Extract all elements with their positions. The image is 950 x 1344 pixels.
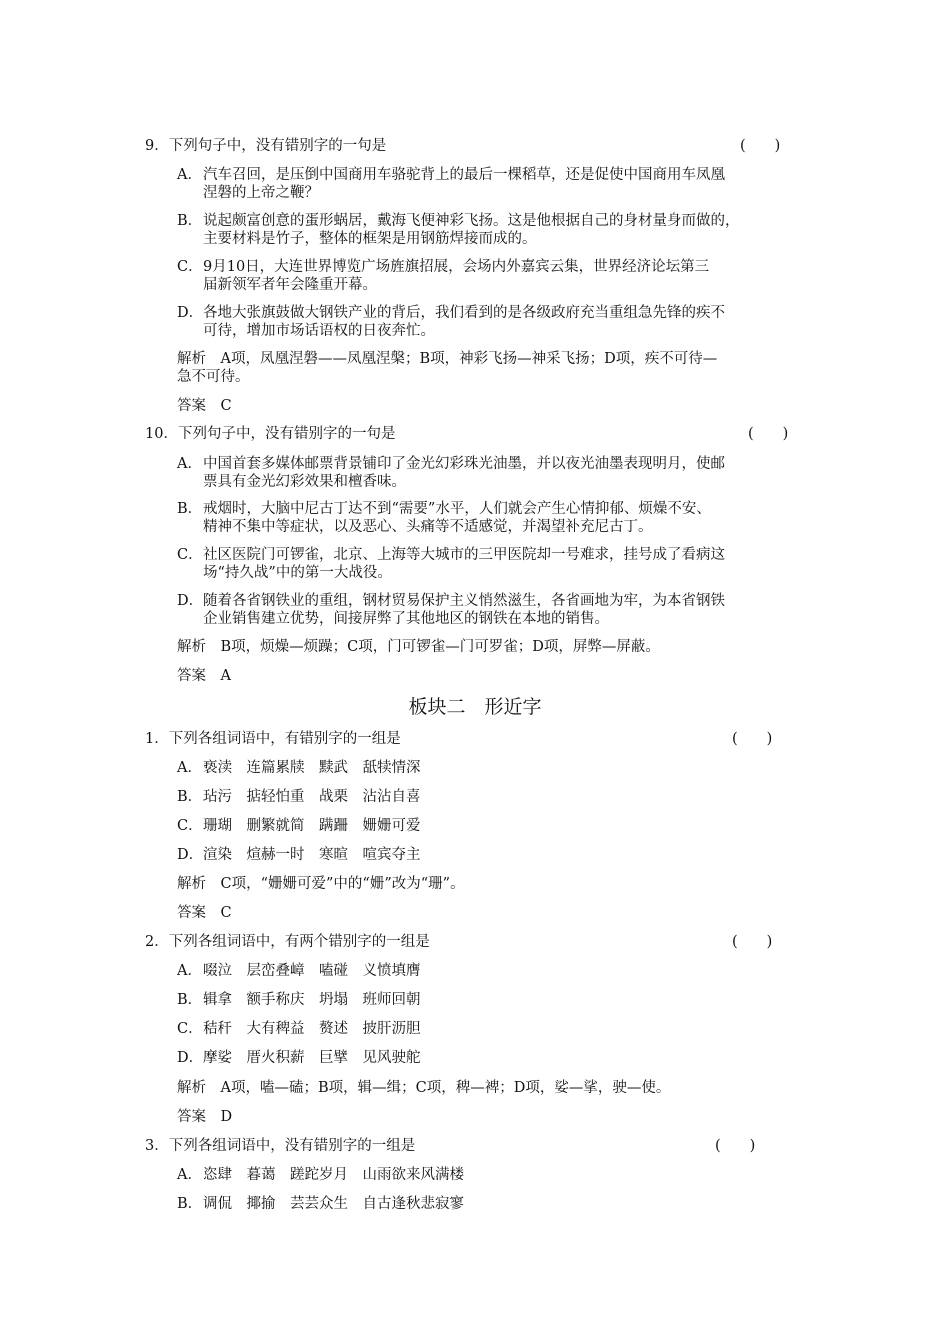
question-1-option-a: A．亵渎 连篇累牍 黩武 舐犊情深 (177, 760, 421, 776)
question-10-option-a: A．中国首套多媒体邮票背景铺印了金光幻彩珠光油墨，并以夜光油墨表现明月，使邮 票具有金光幻彩效果和檀香味。 (177, 456, 725, 490)
question-1-answer-blank: ( ) (732, 731, 773, 747)
question-1-option-b: B．玷污 掂轻怕重 战栗 沾沾自喜 (177, 789, 421, 805)
question-1-option-c: C．珊瑚 删繁就简 蹒跚 姗姗可爱 (177, 818, 421, 834)
question-1-stem: 1．下列各组词语中，有错别字的一组是 (145, 731, 401, 747)
question-10-answer: 答案 A (177, 668, 231, 684)
question-10-stem: 10．下列句子中，没有错别字的一句是 (145, 426, 396, 442)
question-10-answer-blank: ( ) (748, 426, 789, 442)
section-title: 板块二 形近字 (408, 696, 542, 718)
question-1-option-d: D．渲染 煊赫一时 寒暄 喧宾夺主 (177, 847, 421, 863)
question-10-option-b: B．戒烟时，大脑中尼古丁达不到“需要”水平，人们就会产生心情抑郁、烦燥不安、 精神不集中等症状，以及恶心、头痛等不适感觉，并渴望补充尼古丁。 (177, 501, 711, 535)
question-2-option-c: C．秸秆 大有稗益 赘述 披肝沥胆 (177, 1021, 421, 1037)
question-9-option-b: B．说起颇富创意的蛋形蜗居，戴海飞便神彩飞扬。这是他根据自己的身材量身而做的， 主要材料是竹子，整体的框架是用钢筋焊接而成的。 (177, 213, 740, 247)
question-3-option-a: A．恣肆 暮蔼 蹉跎岁月 山雨欲来风满楼 (177, 1167, 464, 1183)
question-10-option-d: D．随着各省钢铁业的重组，钢材贸易保护主义悄然滋生，各省画地为牢，为本省钢铁 企业销售建立优势，间接屏弊了其他地区的钢铁在本地的销售。 (177, 593, 725, 627)
question-2-analysis: 解析 A项，嗑—磕；B项，辑—缉；C项，稗—裨；D项，娑—挲，驶—使。 (177, 1080, 671, 1096)
question-9-answer: 答案 C (177, 398, 232, 414)
question-9-stem: 9．下列句子中，没有错别字的一句是 (145, 138, 387, 154)
question-9-option-d: D．各地大张旗鼓做大钢铁产业的背后，我们看到的是各级政府充当重组急先锋的疾不 可待，增加市场话语权的日夜奔忙。 (177, 305, 725, 339)
question-9-analysis: 解析 A项，凤凰涅磐——凤凰涅槃；B项，神彩飞扬—神采飞扬；D项，疾不可待— 急不可待。 (177, 351, 718, 385)
question-1-analysis: 解析 C项，“姗姗可爱”中的“姗”改为“珊”。 (177, 876, 465, 892)
question-2-answer-blank: ( ) (732, 934, 773, 950)
question-3-stem: 3．下列各组词语中，没有错别字的一组是 (145, 1138, 416, 1154)
question-2-stem: 2．下列各组词语中，有两个错别字的一组是 (145, 934, 430, 950)
question-10-analysis: 解析 B项，烦燥—烦躁；C项，门可锣雀—门可罗雀；D项，屏弊—屏蔽。 (177, 639, 660, 655)
question-2-option-a: A．啜泣 层峦叠嶂 嗑碰 义愤填膺 (177, 963, 421, 979)
question-1-answer: 答案 C (177, 905, 232, 921)
question-9-option-a: A．汽车召回，是压倒中国商用车骆驼背上的最后一棵稻草，还是促使中国商用车凤凰 涅磐的上帝之鞭？ (177, 167, 725, 201)
question-3-answer-blank: ( ) (715, 1138, 756, 1154)
question-2-answer: 答案 D (177, 1109, 233, 1125)
question-3-option-b: B．调侃 揶揄 芸芸众生 自古逢秋悲寂寥 (177, 1196, 464, 1212)
question-10-option-c: C．社区医院门可锣雀，北京、上海等大城市的三甲医院却一号难求，挂号成了看病这 场“持久战”中的第一大战役。 (177, 547, 725, 581)
question-9-option-c: C．9月10日，大连世界博览广场旌旗招展，会场内外嘉宾云集，世界经济论坛第三 届新领军者年会隆重开幕。 (177, 259, 710, 293)
question-2-option-b: B．辑拿 额手称庆 坍塌 班师回朝 (177, 992, 421, 1008)
question-2-option-d: D．摩娑 厝火积薪 巨擘 见风驶舵 (177, 1050, 421, 1066)
question-9-answer-blank: ( ) (740, 138, 781, 154)
